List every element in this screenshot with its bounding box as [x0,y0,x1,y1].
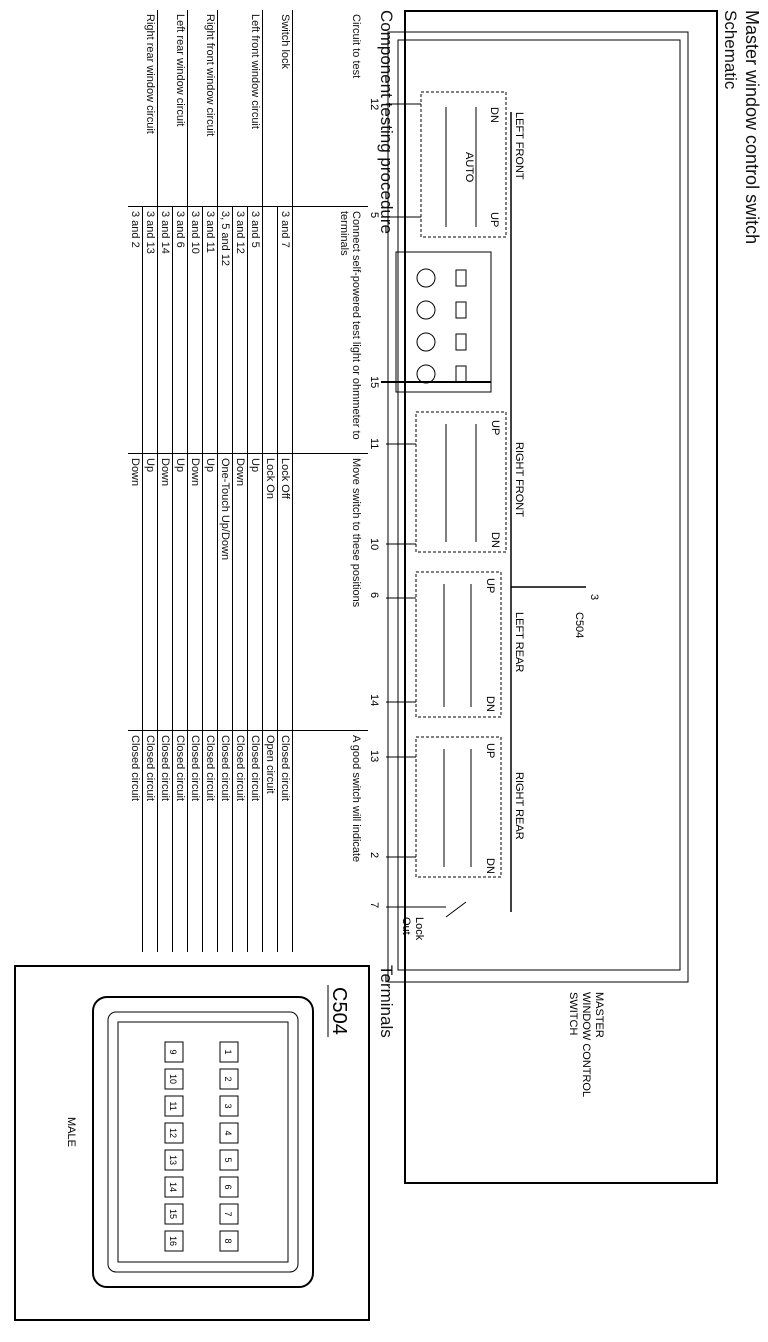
pin-number-12: 12 [168,1127,178,1139]
cell-circuit: Right rear window circuit [143,10,158,207]
rr-dn-label: DN [484,858,496,874]
cell-position: Down [188,454,203,731]
cell-terminals: 3 and 6 [173,207,188,454]
cell-position: Lock Off [278,454,293,731]
connector-label: C504 [328,987,350,1035]
schematic-connector-pin: 3 [588,594,600,601]
pin-number-5: 5 [223,1157,233,1163]
cell-indication: Closed circuit [278,731,293,953]
left-front-label: LEFT FRONT [513,112,525,180]
cell-terminals: 3 and 5 [248,207,263,454]
pin-label-5: 5 [368,212,380,219]
table-row [143,10,158,952]
cell-indication: Closed circuit [248,731,263,953]
cell-circuit [128,10,143,207]
rf-dn-label: DN [489,532,501,548]
table-row [263,10,278,952]
cell-terminals: 3 and 14 [158,207,173,454]
cell-circuit [158,10,173,207]
cell-circuit [263,10,278,207]
pin-number-9: 9 [168,1049,178,1055]
lr-up-label: UP [484,578,496,594]
right-front-label: RIGHT FRONT [513,442,525,517]
cell-indication: Closed circuit [128,731,143,953]
cell-indication: Closed circuit [173,731,188,953]
connector-diagram [16,967,368,1319]
cell-indication: Closed circuit [143,731,158,953]
pin-label-10: 10 [368,538,380,551]
cell-terminals: 3 and 7 [278,207,293,454]
table-row [188,10,203,952]
cell-position: Down [158,454,173,731]
pin-number-3: 3 [223,1103,233,1109]
procedure-table [128,10,368,952]
header-terminals: Connect self-powered test light or ohmmeter to terminals [293,207,369,454]
table-row [278,10,293,952]
pin-label-13: 13 [368,750,380,763]
lf-auto-label: AUTO [463,152,475,183]
header-indication: A good switch will indicate [293,731,369,953]
lf-up-label: UP [488,212,500,228]
table-row [248,10,263,952]
pin-label-6: 6 [368,592,380,599]
pin-number-1: 1 [223,1049,233,1055]
pin-number-15: 15 [168,1208,178,1220]
terminals-frame [14,965,370,1321]
cell-position: Down [233,454,248,731]
table-row [173,10,188,952]
table-row [203,10,218,952]
cell-circuit: Left front window circuit [248,10,263,207]
left-rear-label: LEFT REAR [513,612,525,673]
cell-indication: Open circuit [263,731,278,953]
pin-label-7: 7 [368,902,380,909]
cell-indication: Closed circuit [233,731,248,953]
cell-circuit [188,10,203,207]
cell-terminals: 3, 5 and 12 [218,207,233,454]
cell-circuit: Switch lock [278,10,293,207]
right-rear-label: RIGHT REAR [513,772,525,840]
cell-position: Down [128,454,143,731]
master-label-2: WINDOW CONTROL [580,992,592,1098]
cell-terminals: 3 and 11 [203,207,218,454]
pin-number-7: 7 [223,1211,233,1217]
rf-up-label: UP [489,420,501,436]
cell-terminals: 3 and 12 [233,207,248,454]
cell-terminals: 3 and 13 [143,207,158,454]
pin-label-15: 15 [368,376,380,389]
cell-position: Lock On [263,454,278,731]
table-row [233,10,248,952]
lf-dn-label: DN [488,107,500,123]
out-label: Out [400,917,412,935]
cell-position: Up [248,454,263,731]
page-title: Master window control switch [742,10,762,245]
cell-position: Up [203,454,218,731]
cell-indication: Closed circuit [158,731,173,953]
pin-number-4: 4 [223,1130,233,1136]
table-row [128,10,143,952]
pin-label-11: 11 [368,438,380,450]
cell-indication: Closed circuit [203,731,218,953]
pin-number-14: 14 [168,1181,178,1193]
table-row [218,10,233,952]
master-label-3: SWITCH [567,992,579,1036]
table-row [158,10,173,952]
pin-label-12: 12 [368,98,380,111]
rr-up-label: UP [484,743,496,759]
connector-gender: MALE [65,1117,77,1147]
pin-number-6: 6 [223,1184,233,1190]
schematic-heading: Schematic [721,10,740,90]
cell-circuit: Right front window circuit [203,10,218,207]
cell-indication: Closed circuit [218,731,233,953]
cell-position: Up [143,454,158,731]
pin-number-10: 10 [168,1073,178,1085]
master-label-1: MASTER [593,992,605,1038]
pin-number-16: 16 [168,1235,178,1247]
cell-position: One-Touch Up/Down [218,454,233,731]
pin-number-13: 13 [168,1154,178,1166]
header-positions: Move switch to these positions [293,454,369,731]
procedure-heading: Component testing procedure [377,10,396,234]
pins-top-row [220,1042,238,1251]
lock-label: Lock [413,917,425,941]
cell-circuit [233,10,248,207]
pins-bottom-row [165,1042,183,1251]
cell-position: Up [173,454,188,731]
lr-dn-label: DN [484,696,496,712]
schematic-connector-c504: C504 [573,612,585,639]
cell-terminals: 3 and 10 [188,207,203,454]
pin-number-2: 2 [223,1076,233,1082]
cell-indication: Closed circuit [188,731,203,953]
cell-circuit: Left rear window circuit [173,10,188,207]
cell-terminals [263,207,278,454]
pin-label-2: 2 [368,852,380,859]
pin-number-8: 8 [223,1238,233,1244]
cell-circuit [218,10,233,207]
cell-terminals: 3 and 2 [128,207,143,454]
pin-label-14: 14 [368,694,380,707]
pin-number-11: 11 [168,1101,178,1111]
header-circuit: Circuit to test [293,10,369,207]
terminals-heading: Terminals [377,965,396,1038]
procedure-header-row [293,10,369,952]
